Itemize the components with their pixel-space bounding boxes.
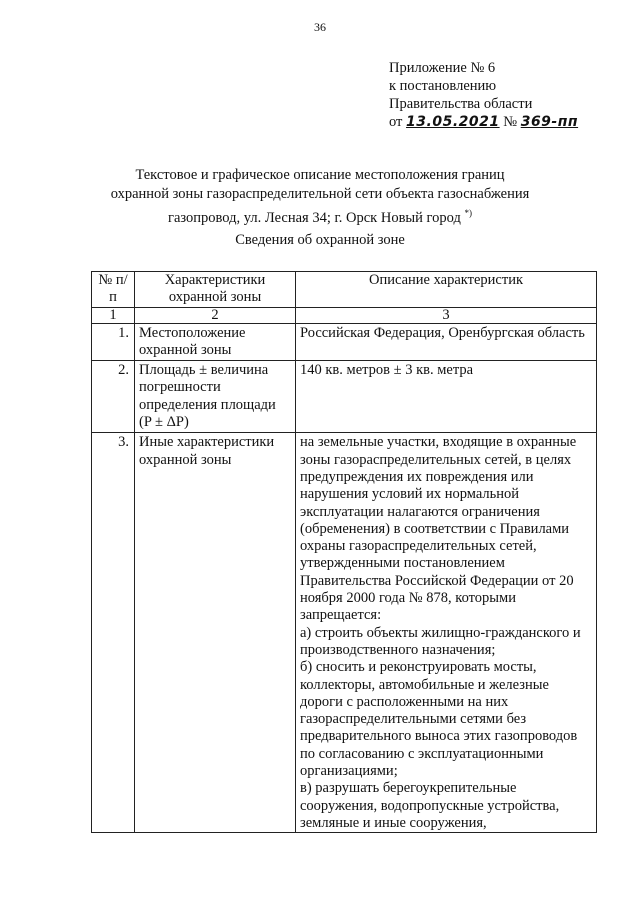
index-cell-1: 1 [92, 307, 135, 323]
title-line-3 [0, 204, 640, 228]
description-paragraph: на земельные участки, входящие в охранные зоны газораспределительных сетей, в целях предупреждения их повреждения или нарушения условий их нормальной эксплуатации налагаются ограничения (обременения) в соответствии с Правилами охраны газораспределительных сетей, утвержденными постановлением Правительства Российской Федерации от 20 ноября 2000 года № 878, которыми запрещается: [300, 434, 577, 624]
title-line-3-text: газопровод, ул. Лесная 34; г. Орск Новый город [168, 209, 461, 226]
description-item-b: б) сносить и реконструировать мосты, коллекторы, автомобильные и железные дороги с расположенными на них газораспределительными сетями без предварительного выноса этих газопроводов по согласованию с эксплуатационными организациями; [300, 659, 578, 780]
handwritten-date: 13.05.2021 [406, 114, 500, 130]
row-characteristic: Местоположение охранной зоны [135, 323, 296, 361]
row-description [296, 433, 597, 833]
table-row [92, 361, 597, 433]
appendix-block [389, 59, 629, 131]
protection-zone-table [91, 271, 597, 833]
section-subtitle: Сведения об охранной зоне [235, 232, 405, 248]
index-cell-3: 3 [296, 307, 597, 323]
table-index-row [92, 307, 597, 323]
description-item-a: а) строить объекты жилищно-гражданского и производственного назначения; [300, 624, 581, 658]
row-number: 2. [92, 361, 135, 433]
row-number: 1. [92, 323, 135, 361]
footnote-mark: *) [464, 208, 472, 218]
date-prefix: от [389, 114, 403, 130]
title-line-1: Текстовое и графическое описание местоположения границ [135, 167, 505, 183]
description-item-c: в) разрушать берегоукрепительные сооружения, водопропускные устройства, земляные и иные сооружения, [300, 780, 560, 831]
row-description: Российская Федерация, Оренбургская область [296, 323, 597, 361]
appendix-date-line [389, 113, 629, 131]
handwritten-number: 369-пп [520, 114, 579, 130]
row-number: 3. [92, 433, 135, 833]
header-number: № п/п [92, 272, 135, 308]
document-title [0, 166, 640, 228]
page-number: 36 [314, 20, 326, 34]
number-sign: № [503, 114, 518, 130]
table-row [92, 323, 597, 361]
appendix-line-2: к постановлению [389, 78, 497, 94]
index-cell-2: 2 [135, 307, 296, 323]
title-line-2: охранной зоны газораспределительной сети объекта газоснабжения [110, 186, 530, 202]
table-row [92, 433, 597, 833]
row-characteristic: Площадь ± величина погрешности определения площади (P ± ΔP) [135, 361, 296, 433]
row-characteristic: Иные характеристики охранной зоны [135, 433, 296, 833]
row-description: 140 кв. метров ± 3 кв. метра [296, 361, 597, 433]
appendix-line-1: Приложение № 6 [389, 60, 496, 76]
header-description: Описание характеристик [296, 272, 597, 308]
table-header-row [92, 272, 597, 308]
header-characteristics: Характеристики охранной зоны [135, 272, 296, 308]
appendix-line-3: Правительства области [389, 96, 533, 112]
